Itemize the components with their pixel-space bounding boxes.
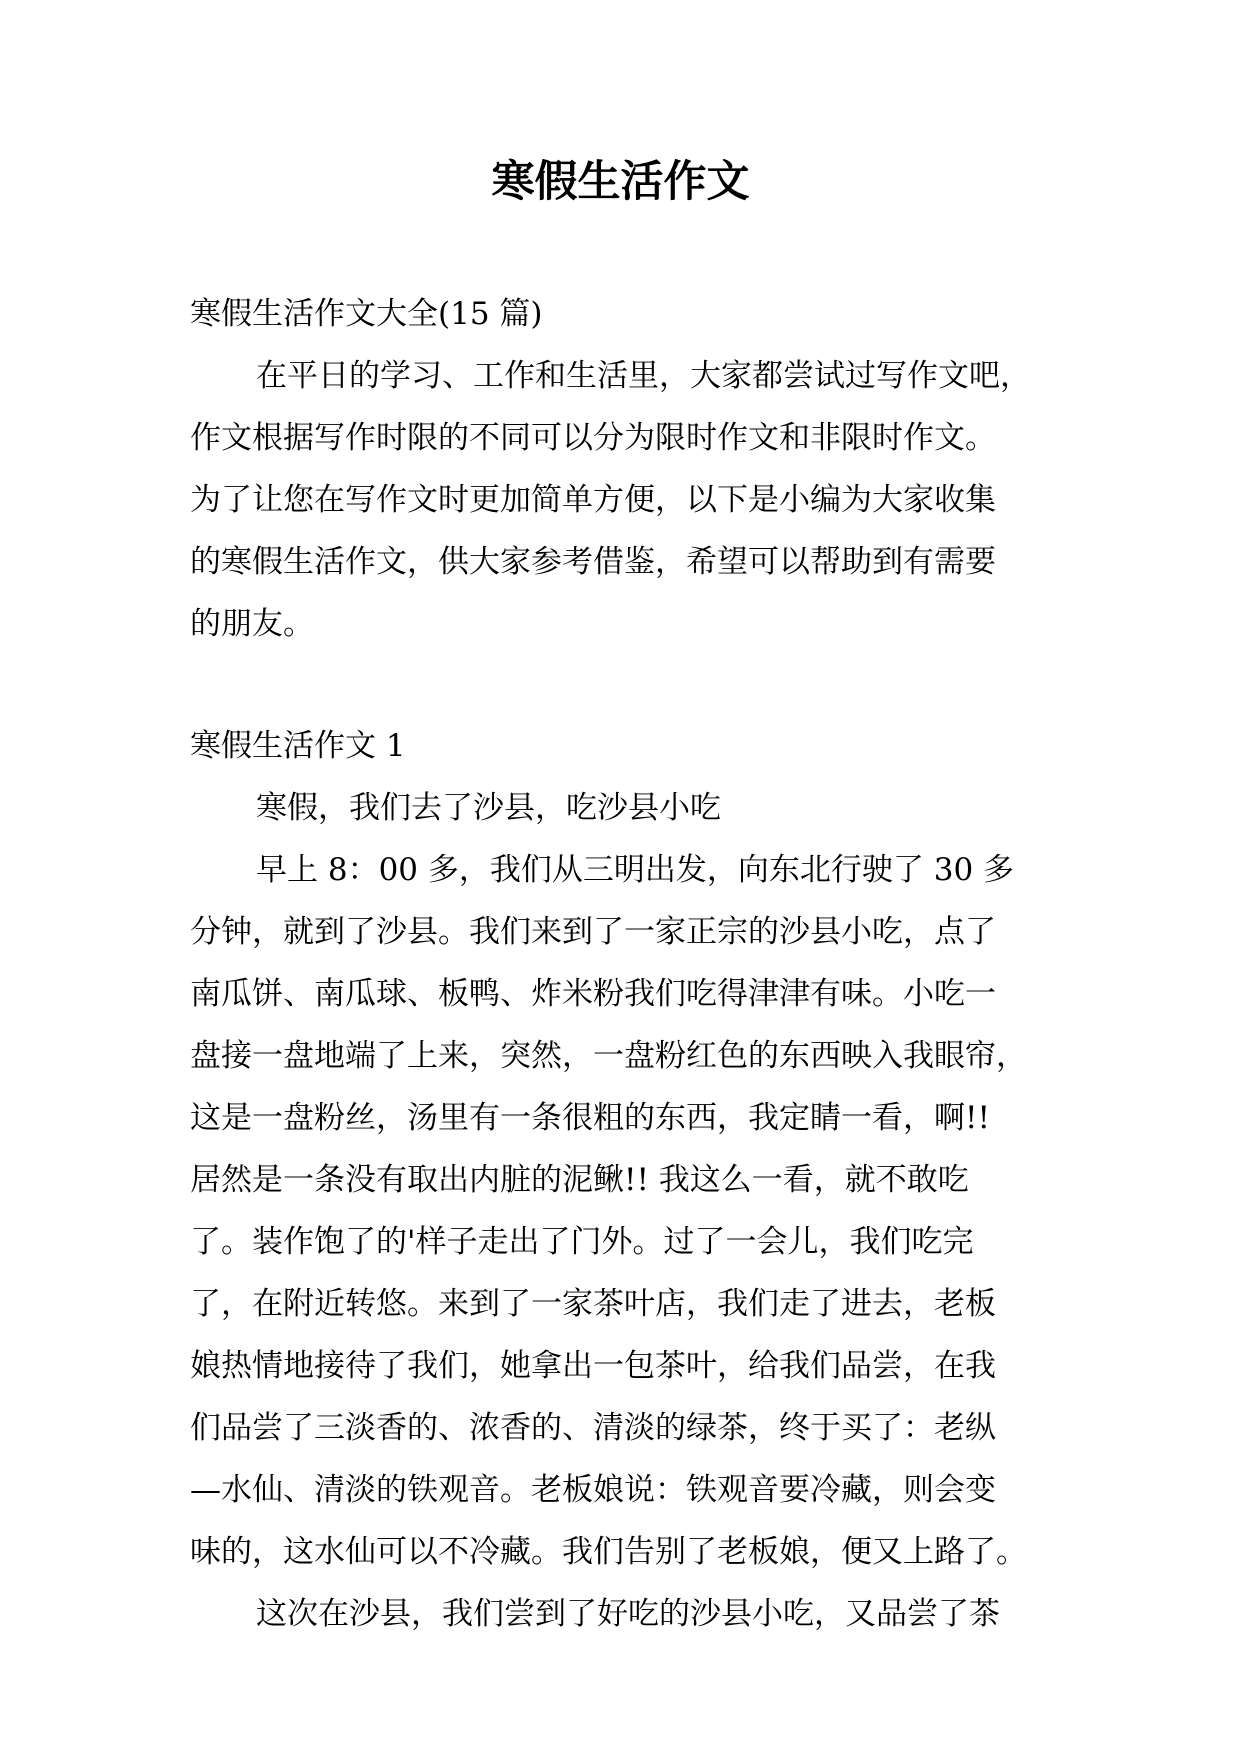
intro-line: 作文根据写作时限的不同可以分为限时作文和非限时作文。 bbox=[190, 420, 996, 456]
essay-line: 味的，这水仙可以不冷藏。我们告别了老板娘，便又上路了。 bbox=[190, 1534, 1027, 1570]
collection-heading: 寒假生活作文大全(15 篇) bbox=[190, 296, 543, 332]
essay-line: 了，在附近转悠。来到了一家茶叶店，我们走了进去，老板 bbox=[190, 1286, 996, 1322]
essay-line: 们品尝了三淡香的、浓香的、清淡的绿茶，终于买了：老纵 bbox=[190, 1410, 996, 1446]
document-title: 寒假生活作文 bbox=[491, 157, 750, 207]
essay-line: 居然是一条没有取出内脏的泥鳅!! 我这么一看，就不敢吃 bbox=[190, 1162, 969, 1198]
essay-subtitle: 寒假，我们去了沙县，吃沙县小吃 bbox=[256, 790, 721, 826]
essay-line: 分钟，就到了沙县。我们来到了一家正宗的沙县小吃，点了 bbox=[190, 914, 996, 950]
document-body bbox=[190, 283, 1060, 1645]
intro-line: 在平日的学习、工作和生活里，大家都尝试过写作文吧， bbox=[256, 358, 1031, 394]
essay-line: —水仙、清淡的铁观音。老板娘说：铁观音要冷藏，则会变 bbox=[190, 1472, 996, 1508]
intro-line: 为了让您在写作文时更加简单方便，以下是小编为大家收集 bbox=[190, 482, 996, 518]
essay-line: 了。装作饱了的'样子走出了门外。过了一会儿，我们吃完 bbox=[190, 1224, 974, 1260]
essay-line: 南瓜饼、南瓜球、板鸭、炸米粉我们吃得津津有味。小吃一 bbox=[190, 976, 996, 1012]
essay-line: 早上 8：00 多，我们从三明出发，向东北行驶了 30 多 bbox=[256, 852, 1015, 888]
essay-line: 这次在沙县，我们尝到了好吃的沙县小吃，又品尝了茶 bbox=[256, 1596, 1000, 1632]
essay-line: 娘热情地接待了我们，她拿出一包茶叶，给我们品尝，在我 bbox=[190, 1348, 996, 1384]
essay-heading: 寒假生活作文 1 bbox=[190, 728, 406, 764]
intro-line: 的朋友。 bbox=[190, 606, 314, 642]
essay-line: 盘接一盘地端了上来，突然，一盘粉红色的东西映入我眼帘， bbox=[190, 1038, 1027, 1074]
intro-line: 的寒假生活作文，供大家参考借鉴，希望可以帮助到有需要 bbox=[190, 544, 996, 580]
section-gap bbox=[190, 655, 1060, 715]
essay-line: 这是一盘粉丝，汤里有一条很粗的东西，我定睛一看，啊!! bbox=[190, 1100, 990, 1136]
